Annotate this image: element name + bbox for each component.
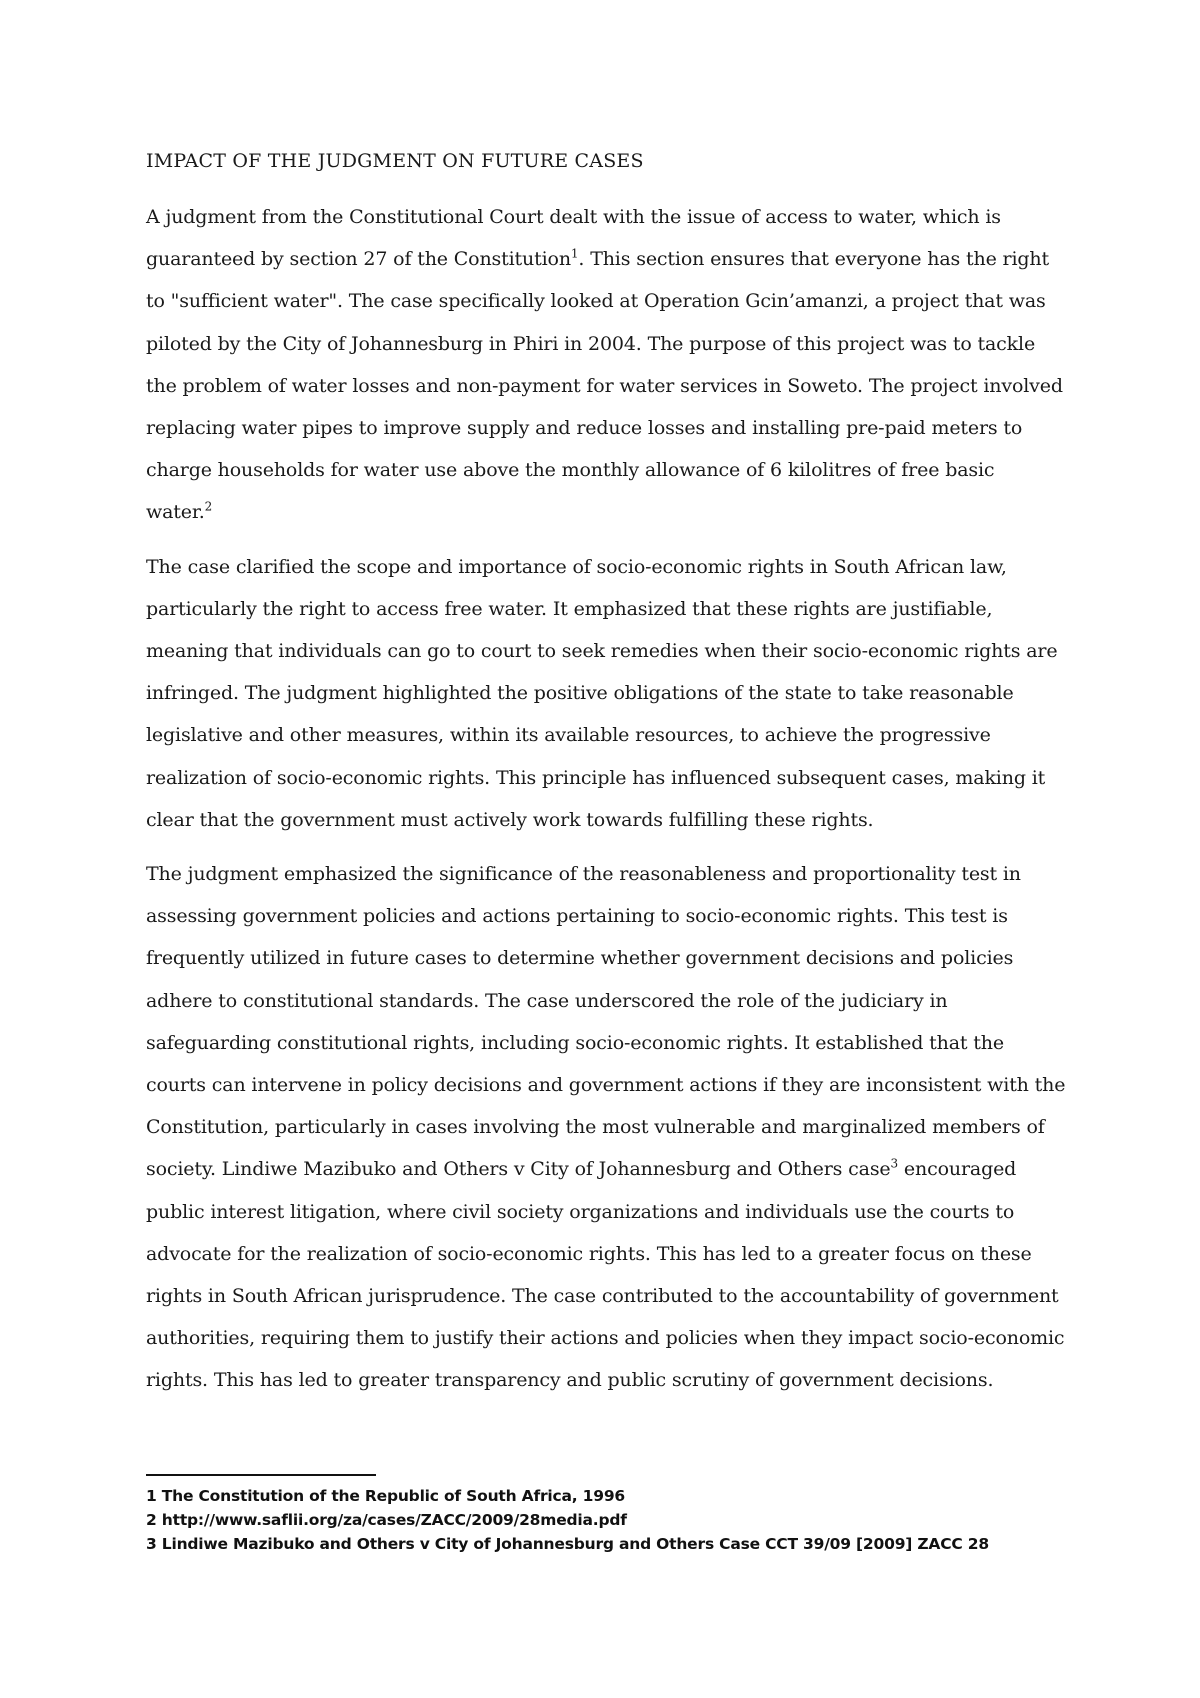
paragraph-3-text-b: encouraged public interest litigation, where civil society organizations and individuals use the courts to advocate for the realization of socio-economic rights. This has led to a greater focus on these rights in South African jurisprudence. The case contributed to the accountability of government authorities, requiring them to justify their actions and policies when they impact socio-economic rights. This has led to greater transparency and public scrutiny of government decisions.	[146, 1158, 1065, 1392]
footnotes-section	[146, 1474, 1066, 1556]
paragraph-3	[146, 853, 1066, 1402]
footnote-ref-2[interactable]: 2	[204, 500, 213, 515]
paragraph-3-text-a: The judgment emphasized the significance of the reasonableness and proportionality test in assessing government policies and actions pertaining to socio-economic rights. This test is frequently utilized in future cases to determine whether government decisions and policies adhere to constitutional standards. The case underscored the role of the judiciary in safeguarding constitutional rights, including socio-economic rights. It established that the courts can intervene in policy decisions and government actions if they are inconsistent with the Constitution, particularly in cases involving the most vulnerable and marginalized members of society. Lindiwe Mazibuko and Others v City of Johannesburg and Others case	[146, 863, 1066, 1181]
paragraph-1	[146, 196, 1066, 534]
footnote-separator	[146, 1474, 376, 1476]
footnote-ref-1[interactable]: 1	[570, 246, 579, 261]
footnote-ref-3[interactable]: 3	[890, 1157, 899, 1172]
paragraph-1-text-a: A judgment from the Constitutional Court dealt with the issue of access to water, which is guaranteed by section 27 of the Constitution	[146, 206, 1001, 271]
page-title: IMPACT OF THE JUDGMENT ON FUTURE CASES	[146, 150, 644, 172]
footnote-2[interactable]: 2 http://www.saflii.org/za/cases/ZACC/2009/28media.pdf	[146, 1511, 627, 1529]
footnote-1: 1 The Constitution of the Republic of South Africa, 1996	[146, 1487, 626, 1505]
paragraph-1-text-b: . This section ensures that everyone has the right to "sufficient water". The case specifically looked at Operation Gcin’amanzi, a project that was piloted by the City of Johannesburg in Phiri in 2004. The purpose of this project was to tackle the problem of water losses and non-payment for water services in Soweto. The project involved replacing water pipes to improve supply and reduce losses and installing pre-paid meters to charge households for water use above the monthly allowance of 6 kilolitres of free basic water.	[146, 248, 1063, 524]
footnote-3: 3 Lindiwe Mazibuko and Others v City of Johannesburg and Others Case CCT 39/09 [2009] ZACC 28	[146, 1535, 989, 1553]
paragraph-2: The case clarified the scope and importance of socio-economic rights in South African law, particularly the right to access free water. It emphasized that these rights are justifiable, meaning that individuals can go to court to seek remedies when their socio-economic rights are infringed. The judgment highlighted the positive obligations of the state to take reasonable legislative and other measures, within its available resources, to achieve the progressive realization of socio-economic rights. This principle has influenced subsequent cases, making it clear that the government must actively work towards fulfilling these rights.	[146, 555, 1058, 831]
document-body	[146, 140, 1066, 1414]
